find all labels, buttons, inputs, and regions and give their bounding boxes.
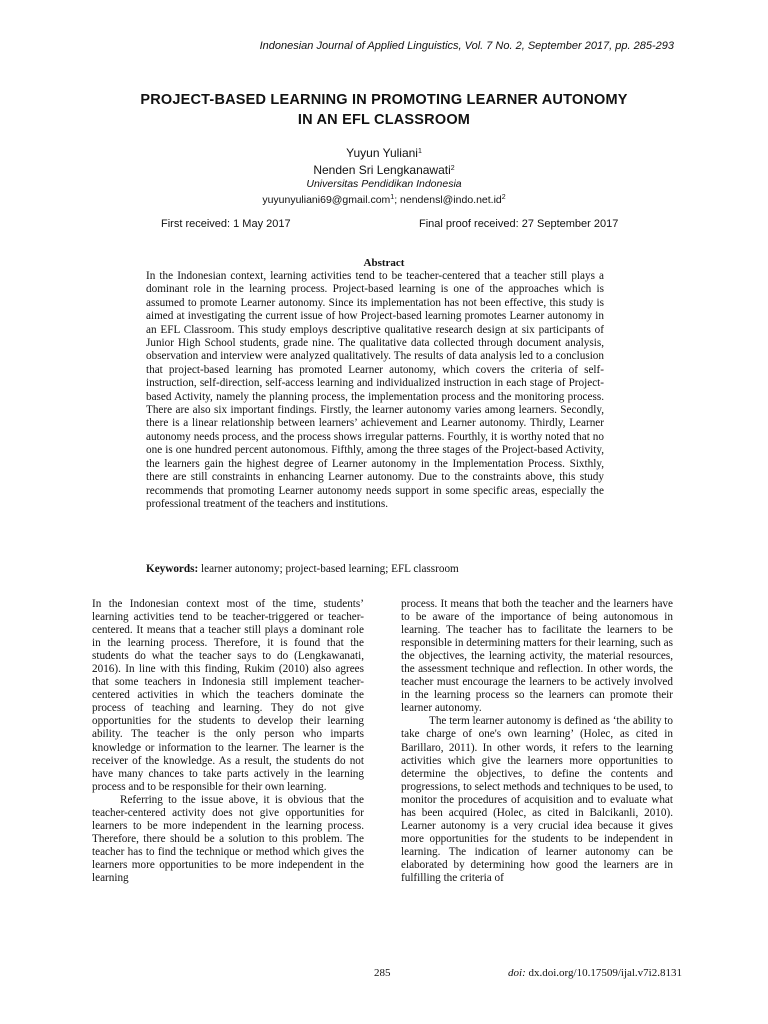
author-2-sup: 2 [450,165,455,172]
journal-header: Indonesian Journal of Applied Linguistics, Vol. 7 No. 2, September 2017, pp. 285-293 [259,40,674,52]
email-2[interactable]: nendensl@indo.net.id [400,194,502,206]
email-separator: ; [394,194,401,206]
author-1-name: Yuyun Yuliani [346,146,418,160]
email-1[interactable]: yuyunyuliani69@gmail.com [262,194,391,206]
final-proof-date: Final proof received: 27 September 2017 [419,218,619,230]
author-2-name: Nenden Sri Lengkanawati [313,163,451,177]
abstract-heading: Abstract [363,257,405,269]
abstract-text: In the Indonesian context, learning activities tend to be teacher-centered that a teacher still plays a dominant role in the learning process. Project-based learning is one of the approaches which is assumed to promote Learner autonomy. Since its implementation has not been effective, this study is aimed at investigating the current issue of how Project-based learning promotes Learner autonomy in an EFL Classroom. This study employs descriptive qualitative research design at six participants of Junior High School students, grade nine. The qualitative data collected through document analysis, observation and interview were analyzed qualitatively. The results of data analysis led to a conclusion that project-based learning has promoted Learner autonomy, which covers the criteria of self-instruction, self-direction, self-access learning and individualized instruction in each stage of Project-based Activity, namely the planning process, the implementation process and the monitoring process. There are also six important findings. Firstly, the learner autonomy varies among learners. Secondly, there is a linear relationship between learners’ achievement and Learner autonomy. Thirdly, Learner autonomy needs process, and the process shows irregular patterns. Fourthly, it is worthy noted that no one is one hundred percent autonomous. Fifthly, among the three stages of the Project-based Activity, the learners gain the highest degree of Learner autonomy in the Implementation Process. Sixthly, there are still constraints in enhancing Learner autonomy. Due to the constraints above, this study recommends that promoting Learner autonomy needs support in some specific areas, especially the professional treatment of the teachers and institutions. [146,270,604,510]
doi-link[interactable]: dx.doi.org/10.17509/ijal.v7i2.8131 [525,967,682,979]
title-line-2: IN AN EFL CLASSROOM [297,112,471,128]
author-1 [0,144,768,161]
keywords-text: learner autonomy; project-based learning; EFL classroom [198,563,459,575]
author-2 [0,161,768,178]
author-emails [0,191,768,207]
paper-title [60,90,708,130]
email-2-sup: 2 [501,194,506,201]
doi-label: doi: [508,967,526,979]
author-block [0,144,768,207]
title-line-1: PROJECT-BASED LEARNING IN PROMOTING LEARNER AUTONOMY [140,92,628,108]
body-paragraph: process. It means that both the teacher and the learners have to be aware of the importance of being autonomous in learning. The teacher has to facilitate the learners to be responsible in determining matters for their learning, such as the objectives, the learning activity, the material resources, the assessment technique and reflection. In other words, the teacher must encourage the learners to be actively involved in the learning process so the learners can promote their learner autonomy. [401,598,673,715]
body-paragraph: Referring to the issue above, it is obvious that the teacher-centered activity does not give opportunities for learners to be more independent in the learning process. Therefore, there should be a solution to this problem. The teacher has to find the technique or method which gives the learners more opportunities to be more independent in the learning [92,793,364,884]
body-column-right [401,598,673,885]
keywords [146,563,459,575]
doi-footer [508,967,682,979]
body-paragraph: In the Indonesian context most of the time, students’ learning activities tend to be teacher-triggered or teacher-centered. It means that a teacher still plays a dominant role in the learning process. Therefore, it is found that the students do what the teacher says to do (Lengkawanati, 2016). In line with this finding, Rukim (2010) also agrees that some teachers in Indonesia still implement teacher-centered activities in which the teachers dominate the process of teaching and learning. They do not give opportunities for the students to develop their learning ability. The teacher is the only person who imparts knowledge or information to the learner. The learner is the receiver of the knowledge. As a result, the students do not have many chances to take parts actively in the learning process and to be responsible for their own learning. [92,598,364,793]
first-received-date: First received: 1 May 2017 [161,218,291,230]
body-column-left [92,598,364,885]
body-paragraph: The term learner autonomy is defined as ‘the ability to take charge of one's own learning’ (Holec, as cited in Barillaro, 2011). In other words, it refers to the learning activities which give the learners more opportunities to determine the objectives, to define the contents and progressions, to select methods and techniques to be used, to monitor the procedures of acquisition and to evaluate what has been acquired (Holec, as cited in Balcikanli, 2010). Learner autonomy is a very crucial idea because it gives more opportunities for the students to be independent in learning. The indication of learner autonomy can be elaborated by determining how good the learners are in fulfilling the criteria of [401,715,673,884]
email-1-sup: 1 [390,194,395,201]
author-1-sup: 1 [417,148,422,155]
page-number: 285 [374,967,391,979]
keywords-label: Keywords: [146,563,199,575]
affiliation: Universitas Pendidikan Indonesia [306,178,462,190]
